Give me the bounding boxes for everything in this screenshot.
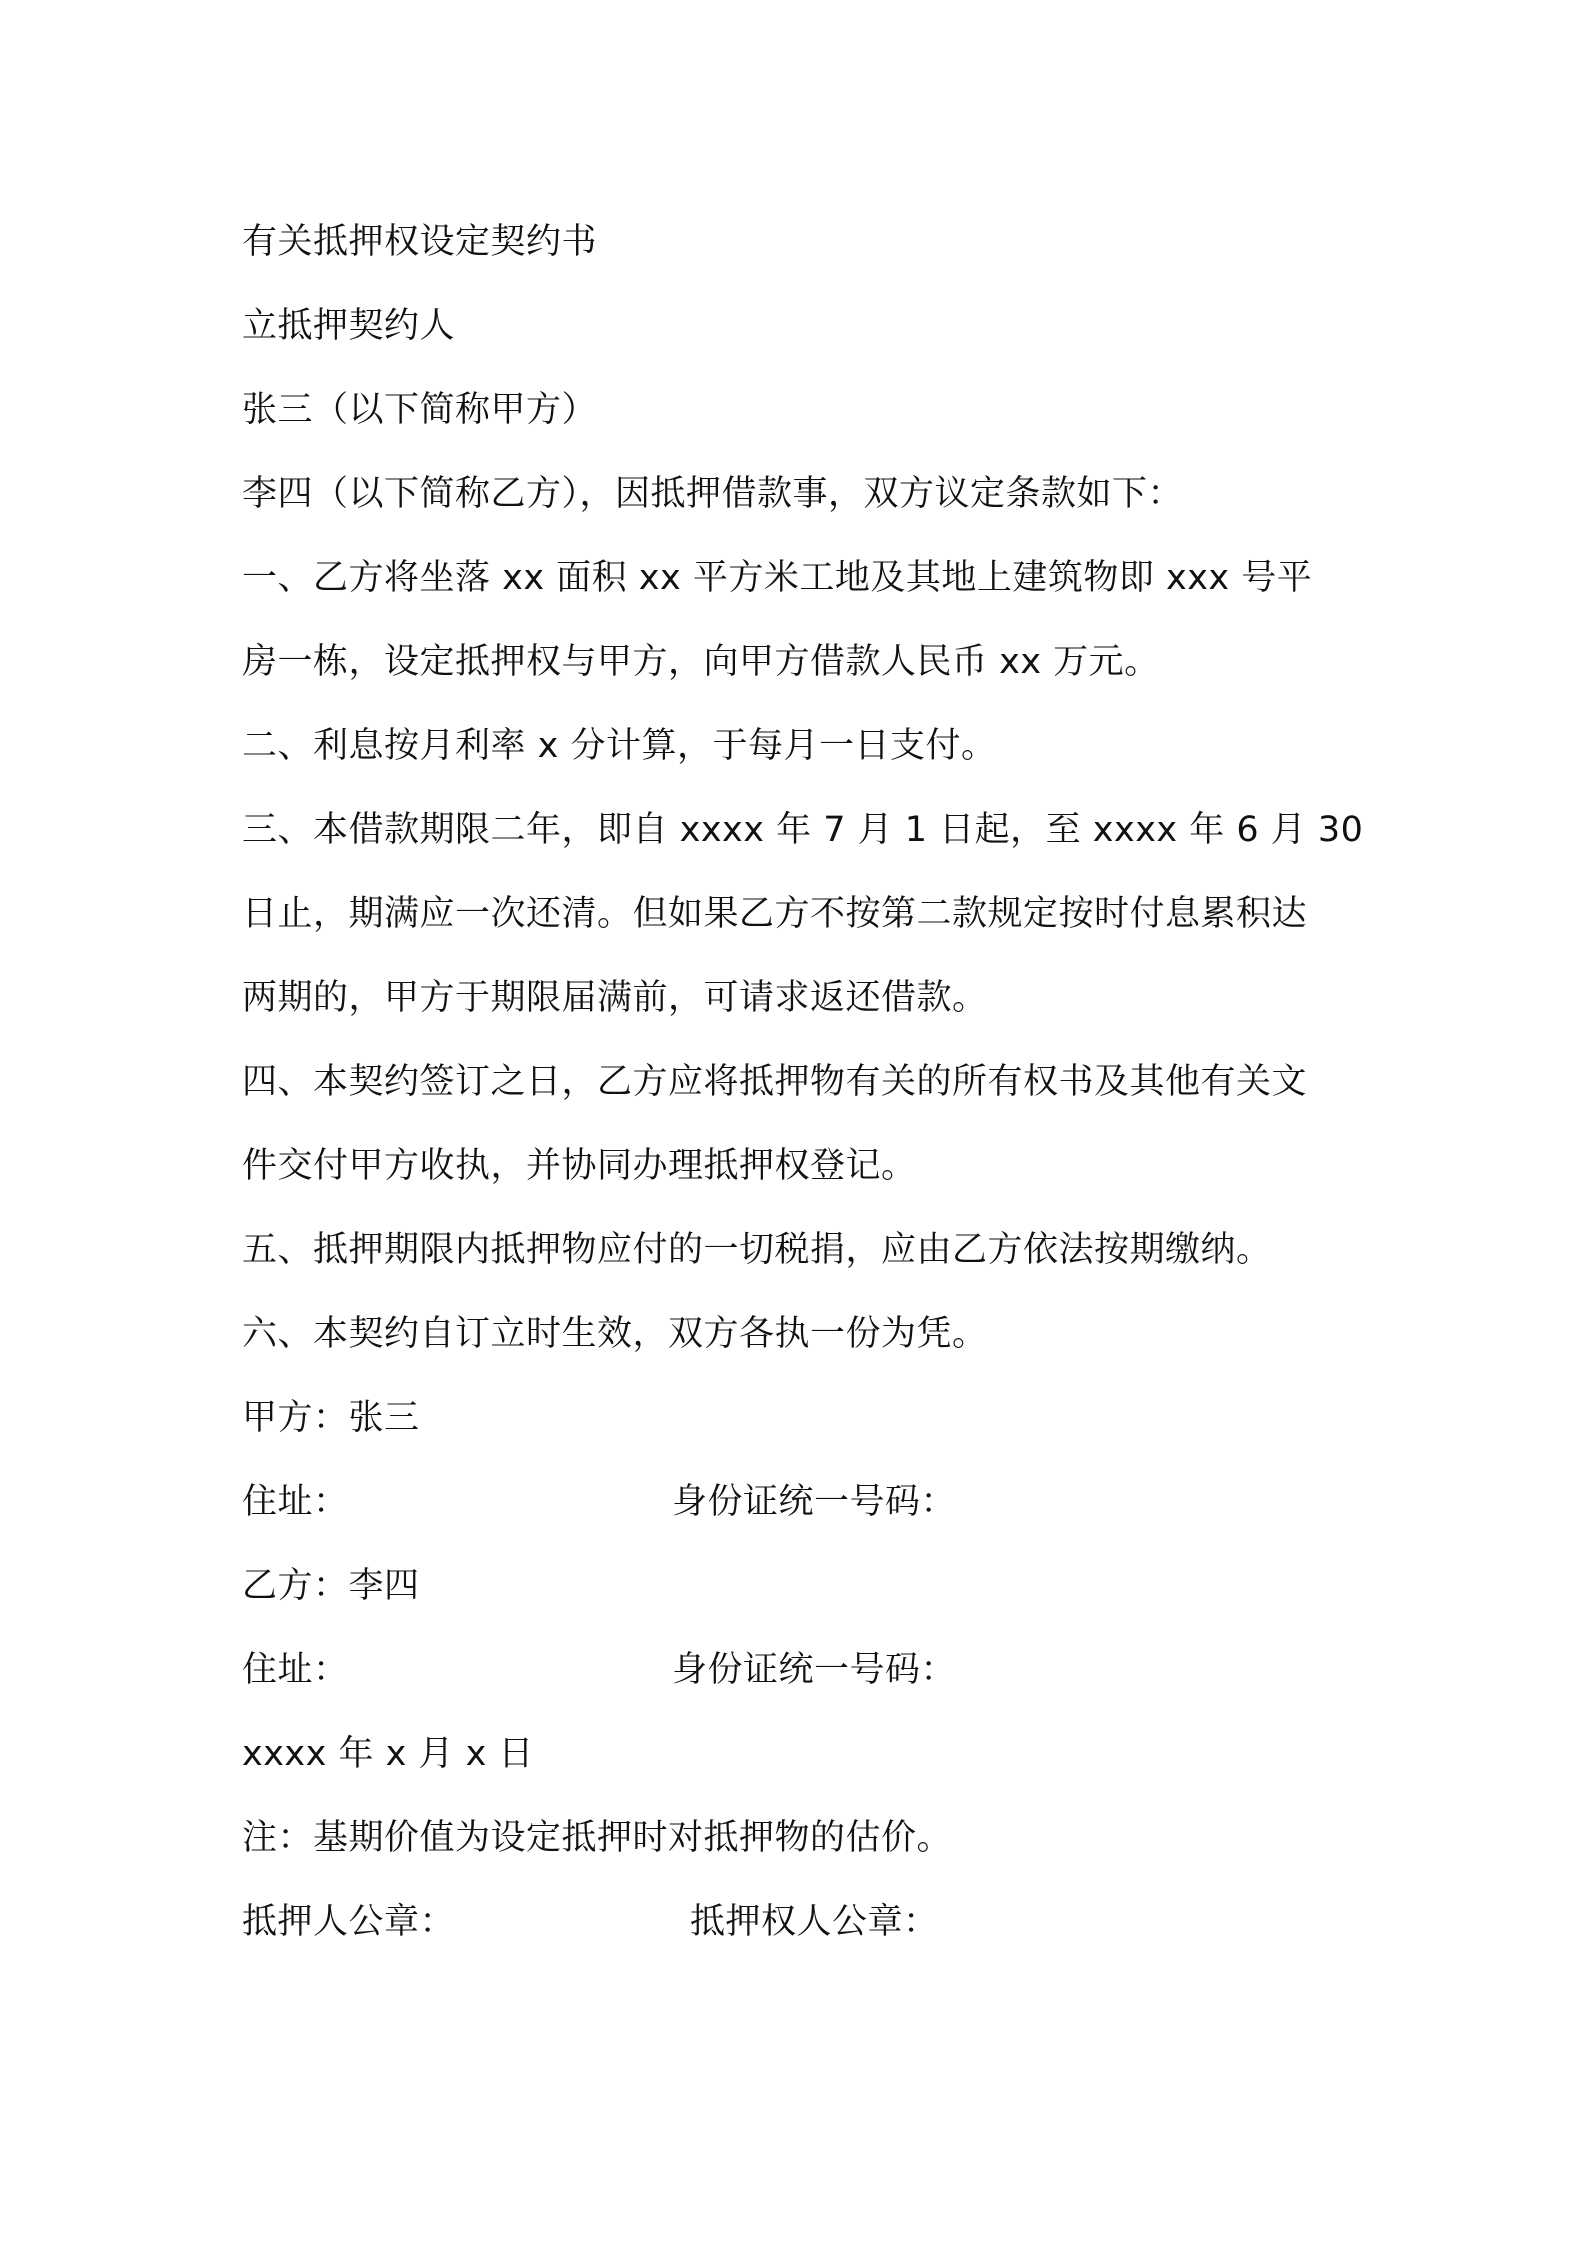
clause-3-line-1: 三、本借款期限二年，即自 xxxx 年 7 月 1 日起，至 xxxx 年 6 月 30 (242, 810, 1364, 850)
party-a-id-label: 身份证统一号码： (672, 1482, 957, 1522)
party-a-details (242, 1460, 1362, 1544)
note-line: 注：基期价值为设定抵押时对抵押物的估价。 (242, 1818, 953, 1858)
party-a-signature: 甲方：张三 (242, 1398, 420, 1438)
clause-1-line-1: 一、乙方将坐落 xx 面积 xx 平方米工地及其地上建筑物即 xxx 号平 (242, 558, 1313, 598)
clause-4-line-1: 四、本契约签订之日，乙方应将抵押物有关的所有权书及其他有关文 (242, 1062, 1308, 1102)
mortgagee-seal-label: 抵押权人公章： (690, 1902, 939, 1942)
date-line: xxxx 年 x 月 x 日 (242, 1734, 534, 1774)
clause-2: 二、利息按月利率 x 分计算，于每月一日支付。 (242, 726, 997, 766)
party-b-signature: 乙方：李四 (242, 1566, 420, 1606)
clause-3-line-3: 两期的，甲方于期限届满前，可请求返还借款。 (242, 978, 988, 1018)
party-a-intro: 张三（以下简称甲方） (242, 390, 598, 430)
party-b-id-label: 身份证统一号码： (672, 1650, 957, 1690)
mortgagor-seal-label: 抵押人公章： (242, 1902, 456, 1942)
clause-6: 六、本契约自订立时生效，双方各执一份为凭。 (242, 1314, 988, 1354)
seal-labels (242, 1880, 1362, 1964)
party-a-address-label: 住址： (242, 1482, 349, 1522)
party-b-details (242, 1628, 1362, 1712)
clause-5: 五、抵押期限内抵押物应付的一切税捐，应由乙方依法按期缴纳。 (242, 1230, 1272, 1270)
document-body (242, 200, 1362, 1964)
clause-3-line-2: 日止，期满应一次还清。但如果乙方不按第二款规定按时付息累积达 (242, 894, 1308, 934)
party-b-intro: 李四（以下简称乙方），因抵押借款事，双方议定条款如下： (242, 474, 1184, 514)
party-b-address-label: 住址： (242, 1650, 349, 1690)
clause-1-line-2: 房一栋，设定抵押权与甲方，向甲方借款人民币 xx 万元。 (242, 642, 1160, 682)
intro-label: 立抵押契约人 (242, 306, 456, 346)
clause-4-line-2: 件交付甲方收执，并协同办理抵押权登记。 (242, 1146, 917, 1186)
document-title: 有关抵押权设定契约书 (242, 222, 598, 262)
